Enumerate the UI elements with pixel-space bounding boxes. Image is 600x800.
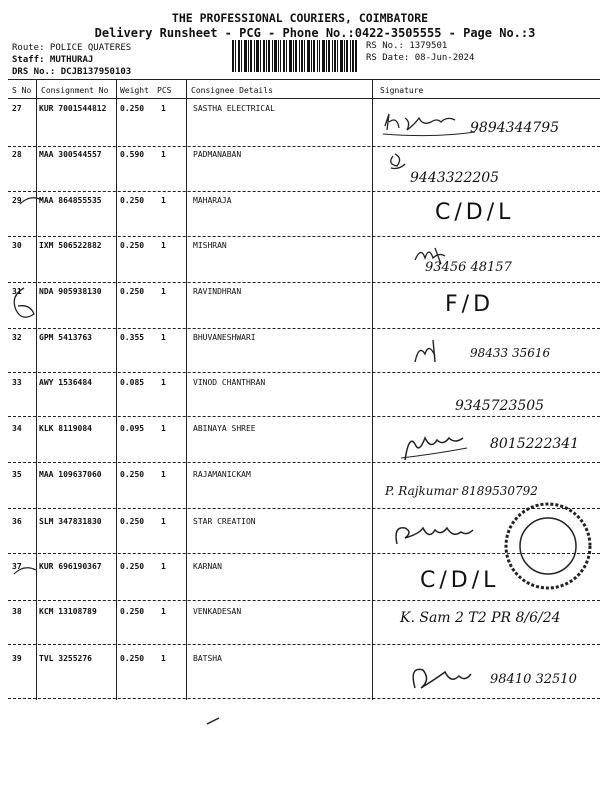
row-pcs: 1 [161, 607, 166, 616]
row-consignee: MAHARAJA [193, 196, 232, 205]
company-title: THE PROFESSIONAL COURIERS, COIMBATORE [171, 11, 429, 25]
row-consignment: IXM 506522882 [39, 241, 102, 250]
row-consignee: SASTHA ELECTRICAL [193, 104, 275, 113]
row-weight: 0.250 [120, 104, 145, 113]
row-sno: 36 [12, 517, 22, 526]
row-divider [8, 644, 600, 645]
row-sno: 34 [12, 424, 22, 433]
stamp-image [500, 498, 596, 594]
pen-mark [10, 560, 40, 580]
row-sno: 27 [12, 104, 22, 113]
column-divider [372, 80, 373, 700]
row-consignment: KCM 13108789 [39, 607, 97, 616]
row-divider [8, 282, 600, 283]
row-sno: 39 [12, 654, 22, 663]
runsheet-title: Delivery Runsheet - PCG - Phone No.:0422-3505555 - Page No.:3 [94, 26, 536, 40]
row-divider [8, 600, 600, 601]
row-divider [8, 372, 600, 373]
handwritten-phone: 98433 35616 [470, 346, 551, 360]
row-consignee: VENKADESAN [193, 607, 242, 616]
handwritten-phone: 98410 32510 [490, 672, 577, 687]
row-divider [8, 462, 600, 463]
row-pcs: 1 [161, 470, 166, 479]
handwritten-signature: P. Rajkumar 8189530792 [385, 484, 538, 498]
row-pcs: 1 [161, 196, 166, 205]
header-top-rule [8, 79, 600, 80]
row-weight: 0.250 [120, 654, 145, 663]
row-pcs: 1 [161, 150, 166, 159]
rs-date: RS Date: 08-Jun-2024 [366, 53, 475, 63]
pen-mark [205, 716, 221, 726]
row-divider [8, 236, 600, 237]
col-weight: Weight [120, 86, 149, 95]
row-consignee: BHUVANESHWARI [193, 333, 256, 342]
drs-number: DRS No.: DCJB137950103 [12, 67, 132, 77]
column-divider [36, 80, 37, 700]
handwritten-signature: K. Sam 2 T2 PR 8/6/24 [400, 610, 561, 626]
row-sno: 29 [12, 196, 22, 205]
column-divider [116, 80, 117, 700]
header-bottom-rule [8, 98, 600, 99]
row-consignee: RAVINDHRAN [193, 287, 242, 296]
row-weight: 0.250 [120, 287, 145, 296]
row-sno: 33 [12, 378, 22, 387]
handwritten-phone: 9894344795 [470, 120, 560, 136]
col-signature: Signature [380, 86, 424, 95]
row-weight: 0.355 [120, 333, 145, 342]
col-consignment: Consignment No [41, 86, 109, 95]
row-consignment: MAA 109637060 [39, 470, 102, 479]
row-weight: 0.590 [120, 150, 145, 159]
staff-label: Staff: MUTHURAJ [12, 55, 94, 65]
row-sno: 38 [12, 607, 22, 616]
row-consignment: KLK 8119084 [39, 424, 92, 433]
row-pcs: 1 [161, 287, 166, 296]
row-consignee: STAR CREATION [193, 517, 256, 526]
row-weight: 0.095 [120, 424, 145, 433]
row-consignee: ABINAYA SHREE [193, 424, 256, 433]
row-pcs: 1 [161, 424, 166, 433]
handwritten-phone: 93456 48157 [425, 260, 512, 275]
row-weight: 0.250 [120, 470, 145, 479]
handwritten-status: F/D [445, 292, 495, 317]
row-consignee: RAJAMANICKAM [193, 470, 251, 479]
row-pcs: 1 [161, 654, 166, 663]
handwritten-phone: 9443322205 [410, 170, 500, 186]
row-sno: 37 [12, 562, 22, 571]
row-consignment: SLM 347831830 [39, 517, 102, 526]
handwritten-phone: 9345723505 [455, 398, 545, 414]
row-consignee: MISHRAN [193, 241, 227, 250]
rs-number: RS No.: 1379501 [366, 41, 448, 51]
pen-mark [4, 284, 44, 328]
row-consignment: MAA 300544557 [39, 150, 102, 159]
row-consignment: TVL 3255276 [39, 654, 92, 663]
row-consignee: KARNAN [193, 562, 222, 571]
row-pcs: 1 [161, 562, 166, 571]
row-consignment: GPM 5413763 [39, 333, 92, 342]
row-sno: 35 [12, 470, 22, 479]
row-consignment: KUR 7001544812 [39, 104, 107, 113]
row-consignee: PADMANABAN [193, 150, 242, 159]
column-divider [186, 80, 187, 700]
row-consignment: MAA 864855535 [39, 196, 102, 205]
row-consignment: AWY 1536484 [39, 378, 92, 387]
row-sno: 30 [12, 241, 22, 250]
route-label: Route: POLICE QUATERES [12, 43, 132, 53]
row-divider [8, 416, 600, 417]
row-weight: 0.250 [120, 196, 145, 205]
row-consignment: NDA 905938130 [39, 287, 102, 296]
pen-mark [16, 190, 46, 210]
row-pcs: 1 [161, 333, 166, 342]
barcode-image [232, 40, 357, 72]
row-sno: 31 [12, 287, 22, 296]
row-sno: 32 [12, 333, 22, 342]
row-weight: 0.250 [120, 517, 145, 526]
row-divider [8, 698, 600, 699]
col-pcs: PCS [157, 86, 172, 95]
row-sno: 28 [12, 150, 22, 159]
col-consignee: Consignee Details [191, 86, 273, 95]
handwritten-status: C/D/L [435, 200, 515, 225]
row-weight: 0.250 [120, 607, 145, 616]
row-pcs: 1 [161, 378, 166, 387]
col-sno: S No [12, 86, 32, 95]
row-pcs: 1 [161, 241, 166, 250]
row-weight: 0.250 [120, 562, 145, 571]
row-consignment: KUR 696190367 [39, 562, 102, 571]
row-weight: 0.085 [120, 378, 145, 387]
row-divider [8, 191, 600, 192]
row-consignee: VINOD CHANTHRAN [193, 378, 266, 387]
row-pcs: 1 [161, 517, 166, 526]
handwritten-phone: 8015222341 [490, 436, 580, 452]
row-consignee: BATSHA [193, 654, 222, 663]
row-weight: 0.250 [120, 241, 145, 250]
handwritten-status: C/D/L [420, 568, 500, 593]
row-divider [8, 328, 600, 329]
row-pcs: 1 [161, 104, 166, 113]
